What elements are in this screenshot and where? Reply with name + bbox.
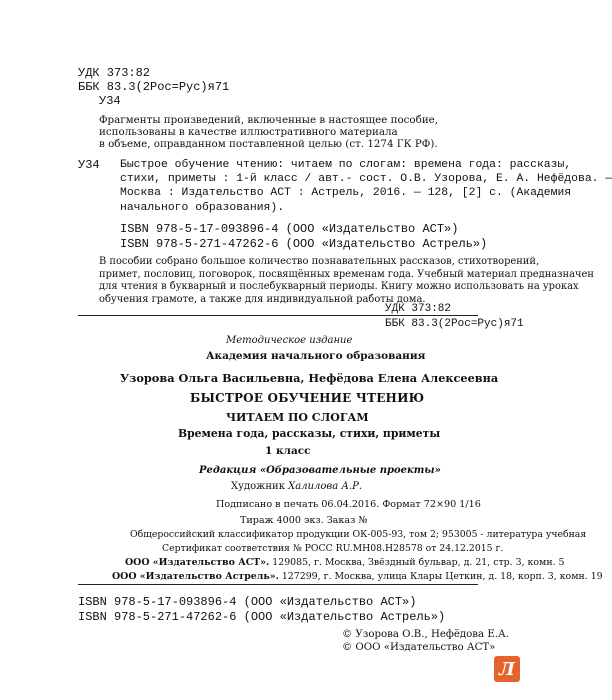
divider-bottom: [78, 584, 478, 585]
publisher-astrel: ООО «Издательство Астрель». 127299, г. Москва, улица Клары Цеткин, д. 18, корп. 3, комн. 19: [112, 571, 603, 582]
authors: Узорова Ольга Васильевна, Нефёдова Елена Алексеевна: [120, 371, 499, 385]
imprint-udk: УДК 373:82: [385, 303, 452, 315]
book-subtitle: ЧИТАЕМ ПО СЛОГАМ: [226, 411, 369, 424]
copyright: © Узорова О.В., Нефёдова Е.А. © ООО «Издательство АСТ»: [342, 629, 509, 653]
book-title: БЫСТРОЕ ОБУЧЕНИЕ ЧТЕНИЮ: [190, 391, 425, 405]
annotation: В пособии собрано большое количество познавательных рассказов, стихотворений, примет, пословиц, поговорок, посвящённых временам года. Учебный материал предназначен для чтения в букварный и послебукварный периоды. Книгу можно использовать на уроках обучения грамоте, а также для индивидуальной работы дома.: [99, 256, 594, 305]
edition-type: Методическое издание: [226, 335, 353, 346]
isbn-bottom: ISBN 978-5-17-093896-4 (ООО «Издательство АСТ») ISBN 978-5-271-47262-6 (ООО «Издательство Астрель»): [78, 595, 446, 624]
grade: 1 класс: [265, 445, 311, 457]
fragments-note: Фрагменты произведений, включенные в настоящее пособие, использованы в качестве иллюстративного материала в объеме, оправданном поставленной целью (ст. 1274 ГК РФ).: [99, 114, 439, 150]
editorial-office: Редакция «Образовательные проекты»: [199, 465, 441, 476]
print-date: Подписано в печать 06.04.2016. Формат 72×90 1/16: [216, 499, 481, 510]
product-classifier: Общероссийский классификатор продукции ОК-005-93, том 2; 953005 - литература учебная: [130, 529, 587, 540]
imprint-bbk: ББК 83.3(2Рос=Рус)я71: [385, 318, 524, 330]
certificate: Сертификат соответствия № РОСС RU.МН08.Н28578 от 24.12.2015 г.: [162, 543, 504, 554]
bbk-code: ББК 83.3(2Рос=Рус)я71: [78, 80, 230, 94]
divider-top: [78, 315, 478, 316]
udk-code: УДК 373:82: [78, 66, 151, 80]
labirint-logo-icon: Л: [494, 656, 520, 682]
publisher-ast: ООО «Издательство АСТ». 129085, г. Москва, Звёздный бульвар, д. 21, стр. 3, комн. 5: [125, 557, 565, 568]
bibliographic-description: Быстрое обучение чтению: читаем по слогам: времена года: рассказы, стихи, приметы : 1-й класс / авт.- сост. О.В. Узорова, Е. А. Нефёдова. — Москва : Издательство АСТ : Астрель, 2016. — 128, [2] с. (Академия начального образования).: [120, 159, 612, 214]
isbn-top: ISBN 978-5-17-093896-4 (ООО «Издательство АСТ») ISBN 978-5-271-47262-6 (ООО «Издательство Астрель»): [120, 222, 488, 251]
series-name: Академия начального образования: [206, 350, 426, 362]
author-code: У34: [99, 94, 121, 108]
artist-line: Художник Халилова А.Р.: [231, 481, 363, 492]
book-subtitle-2: Времена года, рассказы, стихи, приметы: [178, 427, 441, 440]
print-run: Тираж 4000 экз. Заказ №: [240, 515, 368, 526]
author-code-2: У34: [78, 158, 100, 172]
